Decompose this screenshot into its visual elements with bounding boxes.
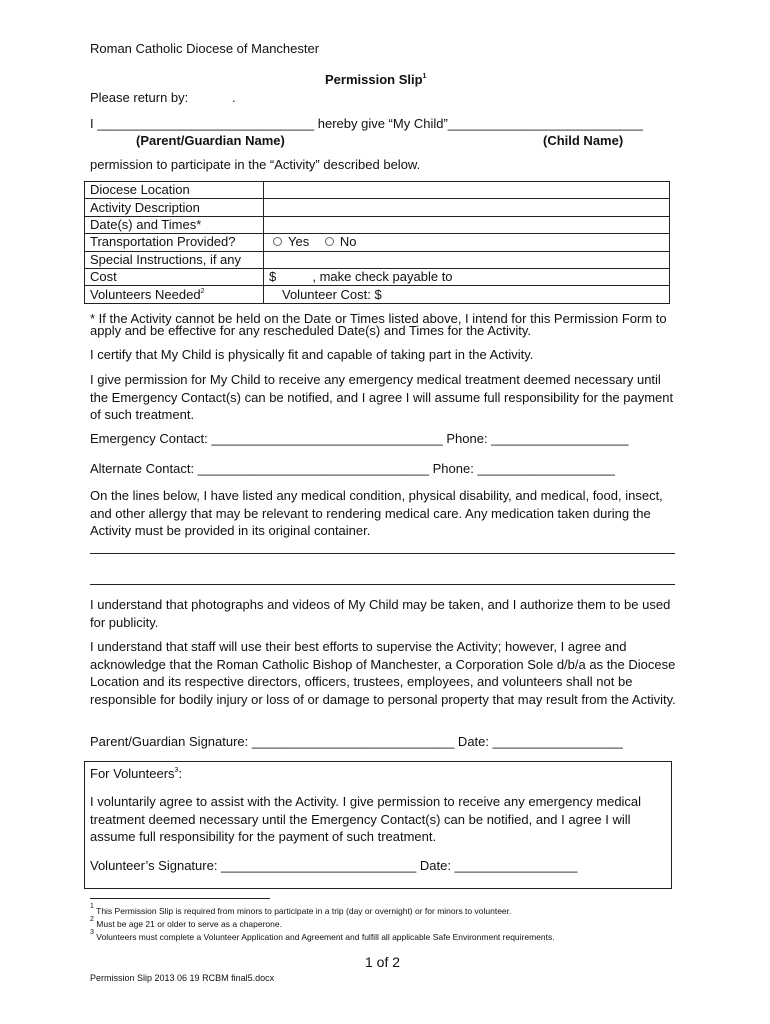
diocese-location-field[interactable] <box>264 182 670 199</box>
row-label: Activity Description <box>85 199 264 216</box>
volunteer-signature-line[interactable]: Volunteer’s Signature: ___________________________ Date: _________________ <box>90 858 578 873</box>
yes-radio[interactable] <box>273 237 282 246</box>
document-filename: Permission Slip 2013 06 19 RCBM final5.docx <box>90 973 275 983</box>
volunteer-cost-field[interactable]: Volunteer Cost: $ <box>264 286 670 303</box>
no-radio[interactable] <box>325 237 334 246</box>
table-row <box>85 268 670 285</box>
medical-line-2[interactable] <box>90 584 675 585</box>
title-text: Permission Slip <box>325 72 423 87</box>
footnote-number: 1 <box>90 903 94 910</box>
medical-line-1[interactable] <box>90 553 675 554</box>
parent-signature-line[interactable]: Parent/Guardian Signature: ____________________________ Date: __________________ <box>90 734 623 749</box>
cost-field[interactable]: $ , make check payable to <box>264 268 670 285</box>
volunteers-footnote-ref: 2 <box>200 287 205 295</box>
row-label: Transportation Provided? <box>85 234 264 251</box>
page-title <box>325 72 426 87</box>
footnote-text: Volunteers must complete a Volunteer Application and Agreement and fulfill all applicable Safe Environment requirements. <box>96 932 555 942</box>
page-number: 1 of 2 <box>365 954 401 970</box>
photo-consent-text: I understand that photographs and videos of My Child may be taken, and I authorize them to be used for publicity. <box>90 597 671 630</box>
volunteers-needed-label: Volunteers Needed <box>90 286 201 302</box>
parent-child-line[interactable]: I ______________________________ hereby give “My Child”___________________________ <box>90 116 643 131</box>
footnote-text: This Permission Slip is required from minors to participate in a trip (day or overnight) or for minors to volunteer. <box>96 906 512 916</box>
title-footnote-ref: 1 <box>422 73 427 80</box>
yes-label: Yes <box>288 234 310 250</box>
table-row <box>85 216 670 233</box>
table-footnote: * If the Activity cannot be held on the Date or Times listed above, I intend for this Permission Form to apply and be effective for any rescheduled Date(s) and Times for the Activity. <box>90 311 667 338</box>
return-by-period: . <box>232 90 236 105</box>
volunteers-heading-ref: 3 <box>174 767 179 774</box>
row-label: Date(s) and Times* <box>85 216 264 233</box>
volunteers-heading <box>90 766 182 781</box>
emergency-treatment-permission: I give permission for My Child to receive any emergency medical treatment deemed necessary until the Emergency Contact(s) can be notified, and I agree I will assume full responsibility for the payment of such treatment. <box>90 372 674 422</box>
row-label: Diocese Location <box>85 182 264 199</box>
medical-conditions-text: On the lines below, I have listed any medical condition, physical disability, and medical, food, insect, and other allergy that may be relevant to rendering medical care. Any medication taken during the Activity must be provided in its original container. <box>90 488 663 538</box>
activity-table <box>84 181 670 304</box>
table-row <box>85 234 670 251</box>
table-row <box>85 251 670 268</box>
permission-statement: permission to participate in the “Activity” described below. <box>90 157 421 172</box>
emergency-contact-line[interactable]: Emergency Contact: ________________________________ Phone: ___________________ <box>90 431 629 446</box>
table-row <box>85 182 670 199</box>
liability-text: I understand that staff will use their best efforts to supervise the Activity; however, I agree and acknowledge that the Roman Catholic Bishop of Manchester, a Corporation Sole d/b/a as the Diocese Location and its respective directors, officers, trustees, employees, and volunteers shall not be responsible for bodily injury or loss of or damage to personal property that may result from the Activity. <box>90 639 676 707</box>
special-instructions-field[interactable] <box>264 251 670 268</box>
footnote-number: 3 <box>90 929 94 936</box>
volunteer-agreement-text: I voluntarily agree to assist with the Activity. I give permission to receive any emergency medical treatment deemed necessary until the Emergency Contact(s) can be notified, and I agree I will assume full responsibility for the payment of such treatment. <box>90 794 642 844</box>
alternate-contact-line[interactable]: Alternate Contact: ________________________________ Phone: ___________________ <box>90 461 615 476</box>
row-label: Special Instructions, if any <box>85 251 264 268</box>
dates-times-field[interactable] <box>264 216 670 233</box>
table-row <box>85 199 670 216</box>
row-label: Cost <box>85 268 264 285</box>
footnote-3 <box>90 929 555 942</box>
organization-name: Roman Catholic Diocese of Manchester <box>90 41 320 56</box>
row-label-volunteers <box>85 286 264 303</box>
fitness-certification: I certify that My Child is physically fit and capable of taking part in the Activity. <box>90 347 534 362</box>
volunteers-heading-colon: : <box>178 766 183 781</box>
footnote-2 <box>90 916 282 929</box>
footnote-1 <box>90 903 512 916</box>
volunteers-heading-text: For Volunteers <box>90 766 175 781</box>
table-row <box>85 286 670 303</box>
footnote-text: Must be age 21 or older to serve as a chaperone. <box>96 919 282 929</box>
no-label: No <box>339 234 357 250</box>
return-by-label: Please return by: <box>90 90 189 105</box>
footnote-divider <box>90 898 270 899</box>
transportation-field <box>264 234 670 251</box>
footnote-number: 2 <box>90 916 94 923</box>
activity-description-field[interactable] <box>264 199 670 216</box>
parent-name-caption: (Parent/Guardian Name) <box>136 133 285 148</box>
child-name-caption: (Child Name) <box>543 133 624 148</box>
